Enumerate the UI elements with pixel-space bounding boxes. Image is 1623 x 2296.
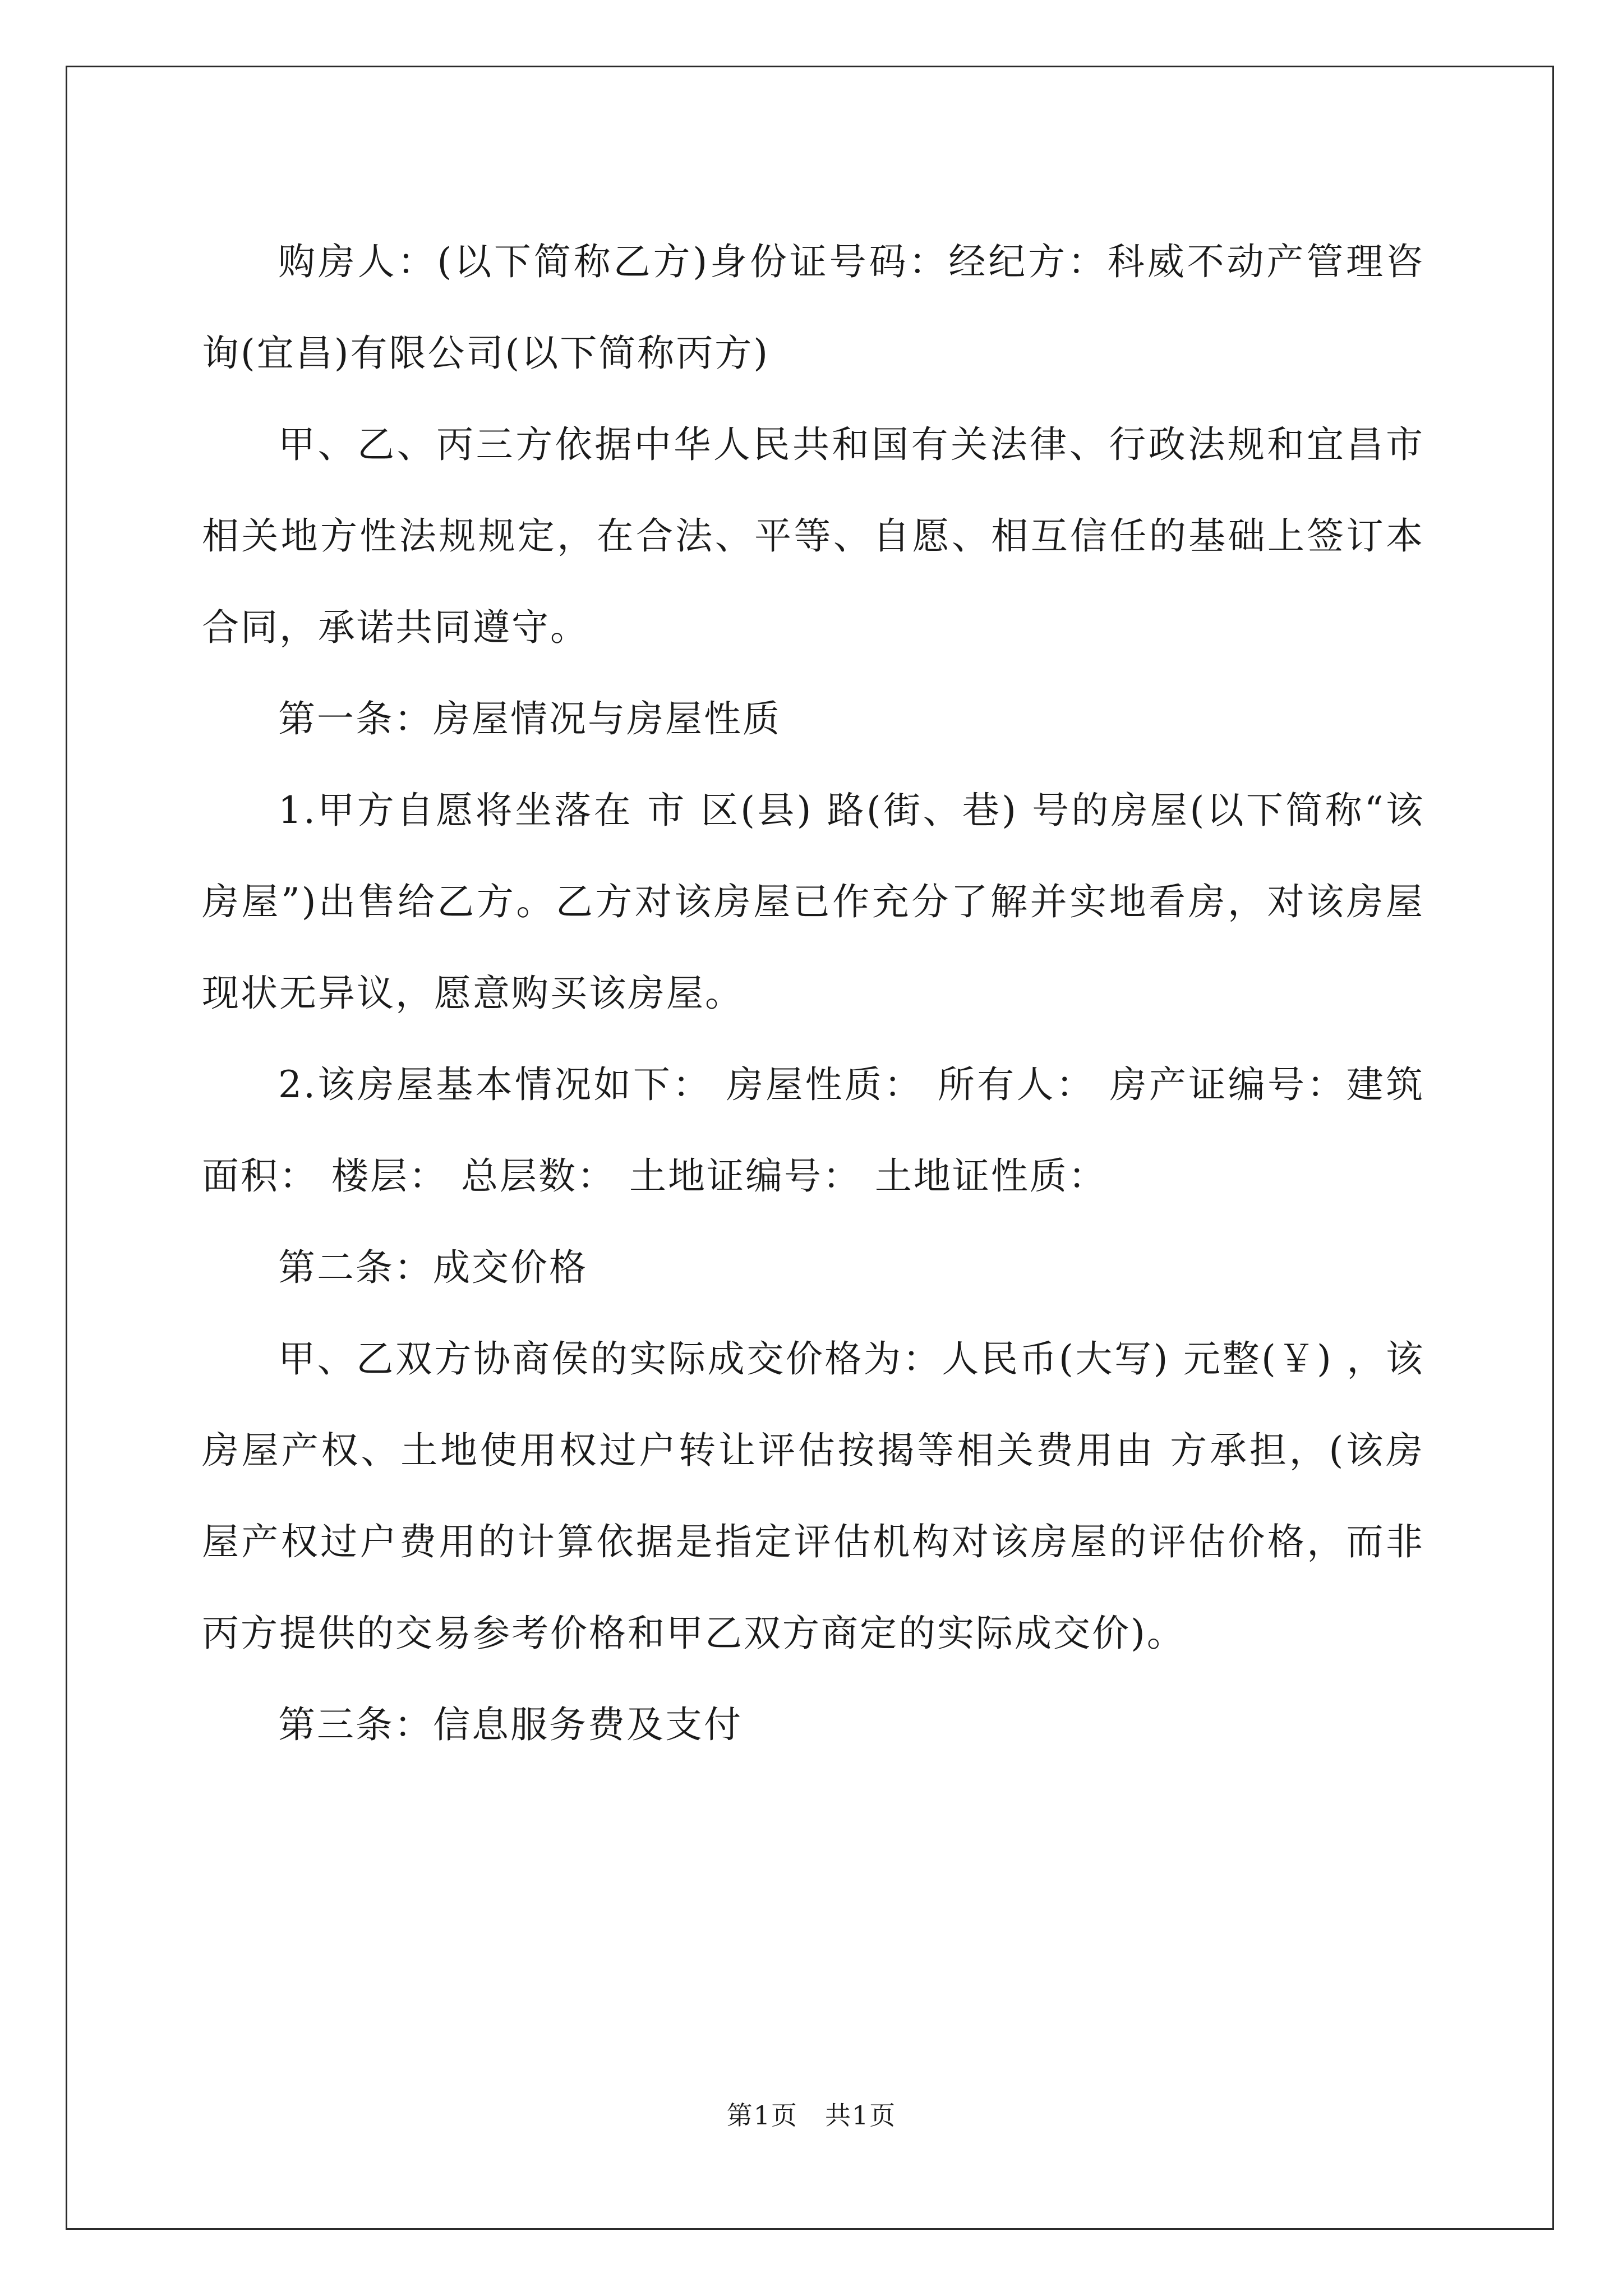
page-number-footer: 第1页 共1页 [726, 2100, 897, 2131]
heading-article-1: 第一条：房屋情况与房屋性质 [278, 697, 781, 740]
paragraph-buyer-info: 购房人：(以下简称乙方)身份证号码：经纪方：科威不动产管理咨询(宜昌)有限公司(以下简称丙方) [202, 240, 1424, 375]
paragraph-preamble: 甲、乙、丙三方依据中华人民共和国有关法律、行政法规和宜昌市相关地方性法规规定，在合法、平等、自愿、相互信任的基础上签订本合同，承诺共同遵守。 [202, 423, 1424, 649]
paragraph-article-1-item-2: 2.该房屋基本情况如下： 房屋性质： 所有人： 房产证编号：建筑面积： 楼层： 总层数： 土地证编号： 土地证性质： [202, 1063, 1424, 1198]
heading-article-2: 第二条：成交价格 [278, 1246, 588, 1289]
paragraph-article-2-price: 甲、乙双方协商侯的实际成交价格为：人民币(大写) 元整(￥) ，该房屋产权、土地使用权过户转让评估按揭等相关费用由 方承担，(该房屋产权过户费用的计算依据是指定评估机构对该房屋的评估价格，而非丙方提供的交易参考价格和甲乙双方商定的实际成交价)。 [202, 1337, 1424, 1655]
document-body [202, 216, 1424, 1770]
heading-article-3: 第三条：信息服务费及支付 [278, 1703, 743, 1746]
paragraph-article-1-item-1: 1.甲方自愿将坐落在 市 区(县) 路(街、巷) 号的房屋(以下简称“该房屋”)出售给乙方。乙方对该房屋已作充分了解并实地看房，对该房屋现状无异议，愿意购买该房屋。 [202, 789, 1424, 1015]
